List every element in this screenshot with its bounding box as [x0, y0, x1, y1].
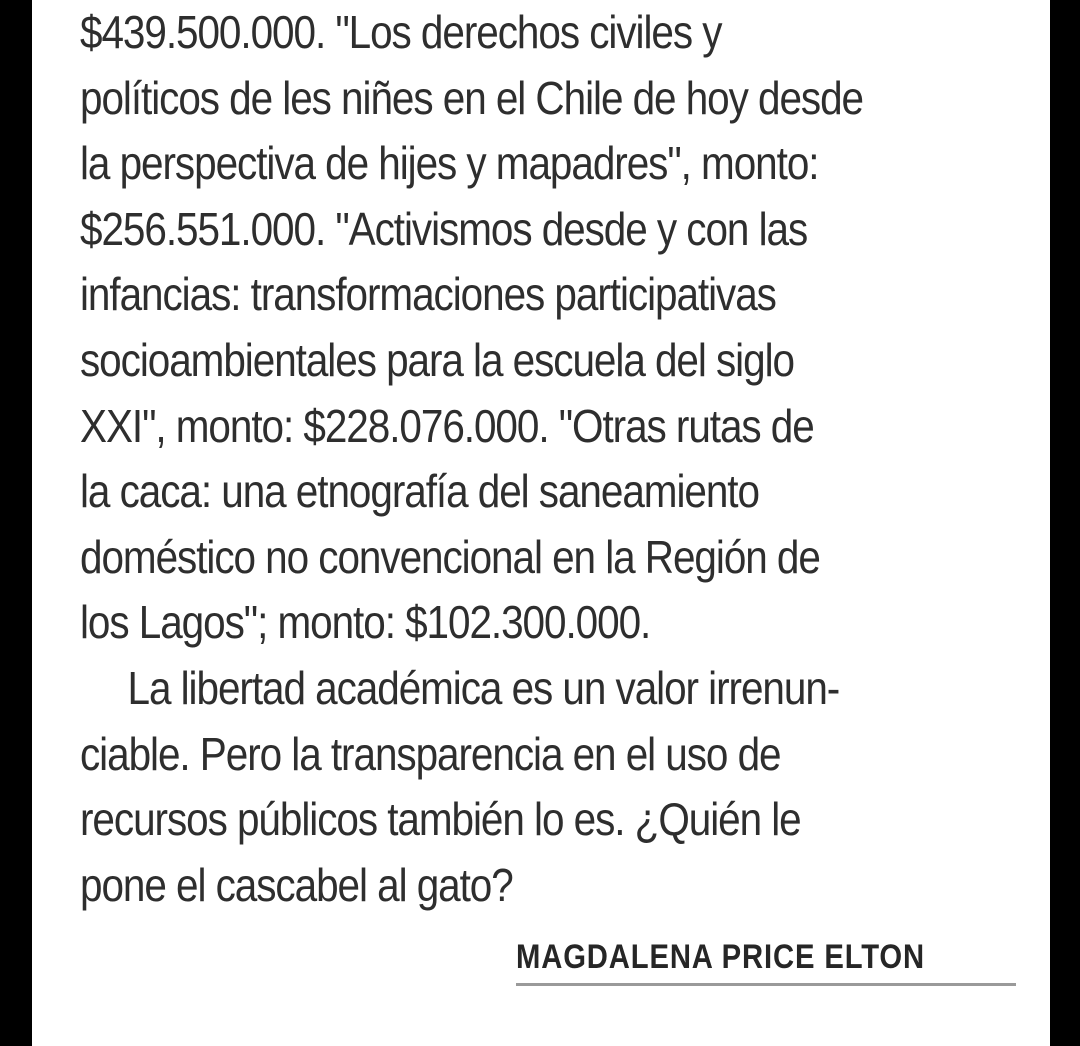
article-line: ciable. Pero la transparencia en el uso de	[80, 727, 781, 780]
article-line: XXI", monto: $228.076.000. "Otras rutas de	[80, 399, 814, 452]
article-line: socioambientales para la escuela del siglo	[80, 333, 794, 386]
article-line: la perspectiva de hijes y mapadres", monto:	[80, 137, 819, 190]
paragraph-first-line: La libertad académica es un valor irrenun-	[127, 661, 840, 714]
byline-underline	[516, 983, 1016, 986]
article-line: la caca: una etnografía del saneamiento	[80, 465, 759, 518]
article-line: infancias: transformaciones participativas	[80, 268, 776, 321]
article-line: $256.551.000. "Activismos desde y con las	[80, 202, 808, 255]
article-line: $439.500.000. "Los derechos civiles y	[80, 6, 722, 58]
article-line: políticos de les niñes en el Chile de hoy desde	[80, 71, 864, 124]
article-line: pone el cascabel al gato?	[80, 858, 513, 911]
article-line: los Lagos"; monto: $102.300.000.	[80, 596, 651, 649]
article-line: doméstico no convencional en la Región de	[80, 530, 820, 583]
article-line: recursos públicos también lo es. ¿Quién le	[80, 793, 801, 846]
article-body	[80, 0, 916, 918]
author-byline: MAGDALENA PRICE ELTON	[516, 938, 926, 976]
